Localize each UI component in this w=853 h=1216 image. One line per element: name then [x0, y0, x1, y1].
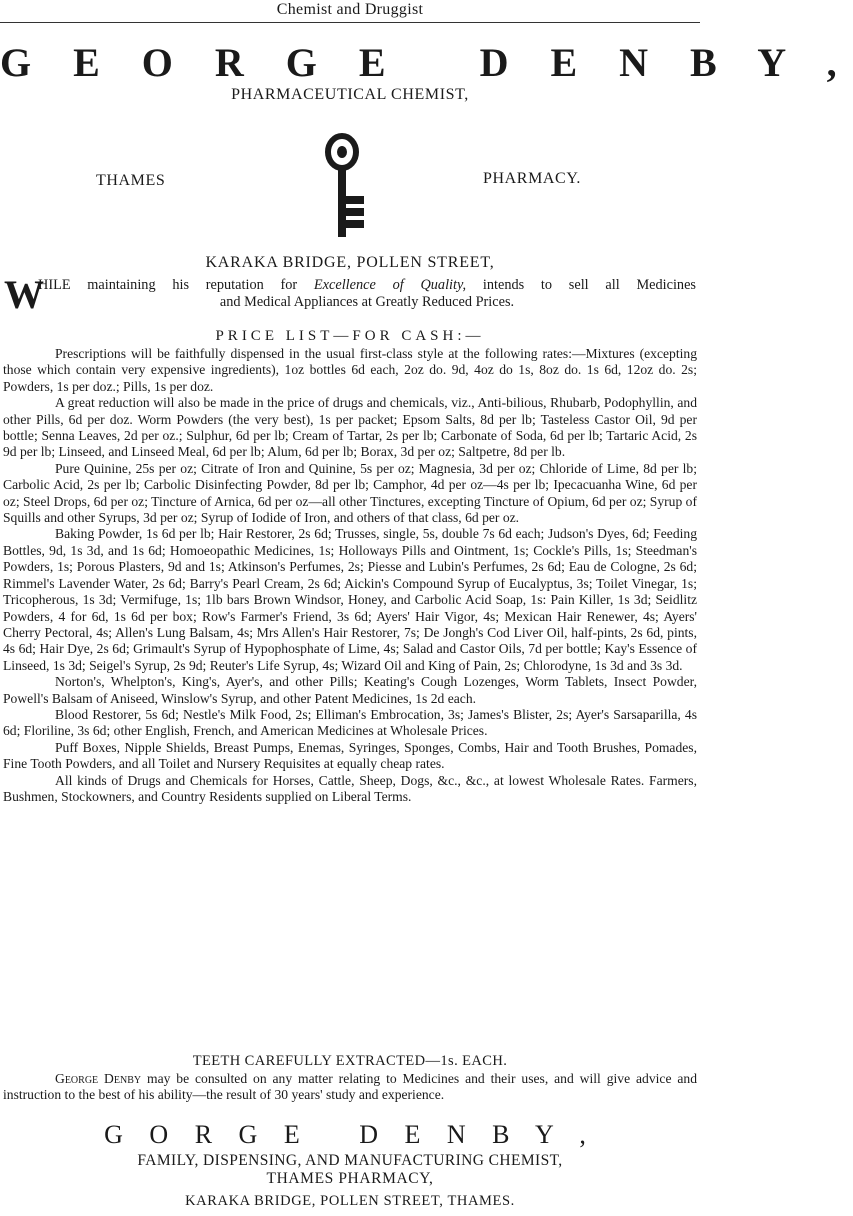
price-paragraph: Blood Restorer, 5s 6d; Nestle's Milk Food, 2s; Elliman's Embrocation, 3s; James's Blister, 2s; Ayer's Sarsaparilla, 4s 6d; Floriline, 3s 6d; other English, French, and American Medicines at Wholesale Prices.: [3, 706, 697, 739]
consultant-name: George Denby: [55, 1071, 142, 1086]
side-word-right: PHARMACY.: [483, 170, 582, 187]
price-paragraph: Baking Powder, 1s 6d per lb; Hair Restorer, 2s 6d; Trusses, single, 5s, double 7s 6d each; Judson's Dyes, 6d; Feeding Bottles, 9d, 1s 3d, and 1s 6d; Homoeopathic Medicines, 1s; Holloways Pills and Ointment, 1s; Cockle's Pills, 1s; Steedman's Powders, 1s; Porous Plasters, 9d and 1s; Atkinson's Perfumes, 2s; Piesse and Lubin's Perfumes, 2s 6d; Eau de Cologne, 2s 6d; Rimmel's Lavender Water, 2s 6d; Barry's Pearl Cream, 2s 6d; Aickin's Compound Syrup of Eucalyptus, 3s; Toilet Vinegar, 1s; Tricopherous, 1s 3d; Vermifuge, 1s; 1lb bars Brown Windsor, Honey, and Carbolic Acid Soap, 1s: Pain Killer, 1s 3d; Seidlitz Powders, 4 for 6d, 1s 6d per box; Row's Farmer's Friend, 3s 6d; Ayers' Hair Vigor, 4s; Mexican Hair Renewer, 4s; Ayers' Cherry Pectoral, 4s; Allen's Lung Balsam, 4s; Mrs Allen's Hair Restorer, 7s; De Jongh's Cod Liver Oil, half-pints, 2s 6d, pints, 4s 6d; Hair Dye, 2s 6d; Grimault's Syrup of Hypophosphate of Lime, 4s; Salad and Castor Oils, 7d per bottle; Kay's Essence of Linseed, 1s 3d; Seigel's Syrup, 2s 9d; Reuter's Life Syrup, 4s; Wizard Oil and King of Pain, 2s; Chlorodyne, 1s 3d and 3s 3d.: [3, 526, 697, 673]
price-paragraph: Puff Boxes, Nipple Shields, Breast Pumps, Enemas, Syringes, Sponges, Combs, Hair and Tooth Brushes, Pomades, Fine Tooth Powders, and all Toilet and Nursery Requisites at equally cheap rates.: [3, 739, 697, 772]
price-list-body: [3, 346, 697, 805]
price-paragraph: Pure Quinine, 25s per oz; Citrate of Iron and Quinine, 5s per oz; Magnesia, 3d per oz; Chloride of Lime, 8d per lb; Carbolic Acid, 2s per lb; Carbolic Disinfecting Powder, 8d per lb; Camphor, 4d per oz—4s per lb; Ipecacuanha Wine, 6d per oz; Steel Drops, 6d per oz; Tincture of Arnica, 6d per oz—all other Tinctures, excepting Tincture of Opium, 6d per oz; Syrup of Squills and other Syrups, 3d per oz; Syrup of Iodide of Iron, and others of that class, 6d per oz.: [3, 460, 697, 526]
section-header: Chemist and Druggist: [276, 1, 424, 18]
price-paragraph: A great reduction will also be made in the price of drugs and chemicals, viz., Anti-bilious, Rhubarb, Podophyllin, and other Pills, 6d per doz. Worm Powders (the very best), 1s per packet; Epsom Salts, 8d per lb; Tasteless Castor Oil, 9d per bottle; Senna Leaves, 2d per oz.; Sulphur, 6d per lb; Cream of Tartar, 2s per lb; Carbonate of Soda, 6d per lb; Tartaric Acid, 2s 9d per lb; Linseed, and Linseed Meal, 6d per lb; Alum, 6d per lb; Borax, 3d per oz; Saltpetre, 8d per lb.: [3, 395, 697, 460]
consultation-notice: [3, 1071, 697, 1104]
consultation-paragraph: [3, 1071, 697, 1104]
price-paragraph: Prescriptions will be faithfully dispensed in the usual first-class style at the following rates:—Mixtures (excepting those which contain very expensive ingredients), 1oz bottles 6d each, 2oz do. 9d, 4oz do 1s, 8oz do. 1s 6d, 12oz do. 2s; Powders, 1s per doz.; Pills, 1s per doz.: [3, 346, 697, 394]
footer-line-2: THAMES PHARMACY,: [266, 1170, 434, 1187]
intro-text-b: intends to sell all Medicines: [466, 277, 696, 293]
intro-emphasis: Excellence of Quality,: [313, 277, 467, 293]
price-list-heading: PRICE LIST—FOR CASH:—: [215, 328, 485, 344]
price-paragraph: Norton's, Whelpton's, King's, Ayer's, and other Pills; Keating's Cough Lozenges, Worm Tablets, Insect Powder, Powell's Balsam of Aniseed, Winslow's Syrup, and other Patent Medicines, 1s 2d each.: [3, 674, 697, 706]
key-icon: [324, 134, 384, 240]
footer-name: G O R G E D E N B Y ,: [104, 1120, 596, 1149]
footer-line-1: FAMILY, DISPENSING, AND MANUFACTURING CHEMIST,: [137, 1152, 563, 1169]
advertiser-title: PHARMACEUTICAL CHEMIST,: [231, 86, 469, 103]
consultation-text: may be consulted on any matter relating to Medicines and their uses, and will give advice and instruction to the best of his ability—the result of 30 years' study and experience.: [3, 1071, 697, 1103]
intro-line-2: and Medical Appliances at Greatly Reduced Prices.: [219, 294, 515, 310]
header-rule: [0, 22, 700, 23]
drop-cap: W: [4, 272, 44, 317]
price-paragraph: All kinds of Drugs and Chemicals for Horses, Cattle, Sheep, Dogs, &c., &c., at lowest Wholesale Rates. Farmers, Bushmen, Stockowners, and Country Residents supplied on Liberal Terms.: [3, 772, 697, 804]
side-word-left: THAMES: [96, 172, 166, 189]
street-address: KARAKA BRIDGE, POLLEN STREET,: [205, 254, 495, 271]
footer-line-3: KARAKA BRIDGE, POLLEN STREET, THAMES.: [185, 1193, 515, 1209]
advertiser-name: G E O R G E D E N B Y ,: [0, 40, 853, 85]
intro-line-1: [38, 277, 696, 294]
teeth-notice: TEETH CAREFULLY EXTRACTED—1s. EACH.: [192, 1053, 508, 1069]
intro-text-a: HILE maintaining his reputation for: [38, 277, 314, 293]
